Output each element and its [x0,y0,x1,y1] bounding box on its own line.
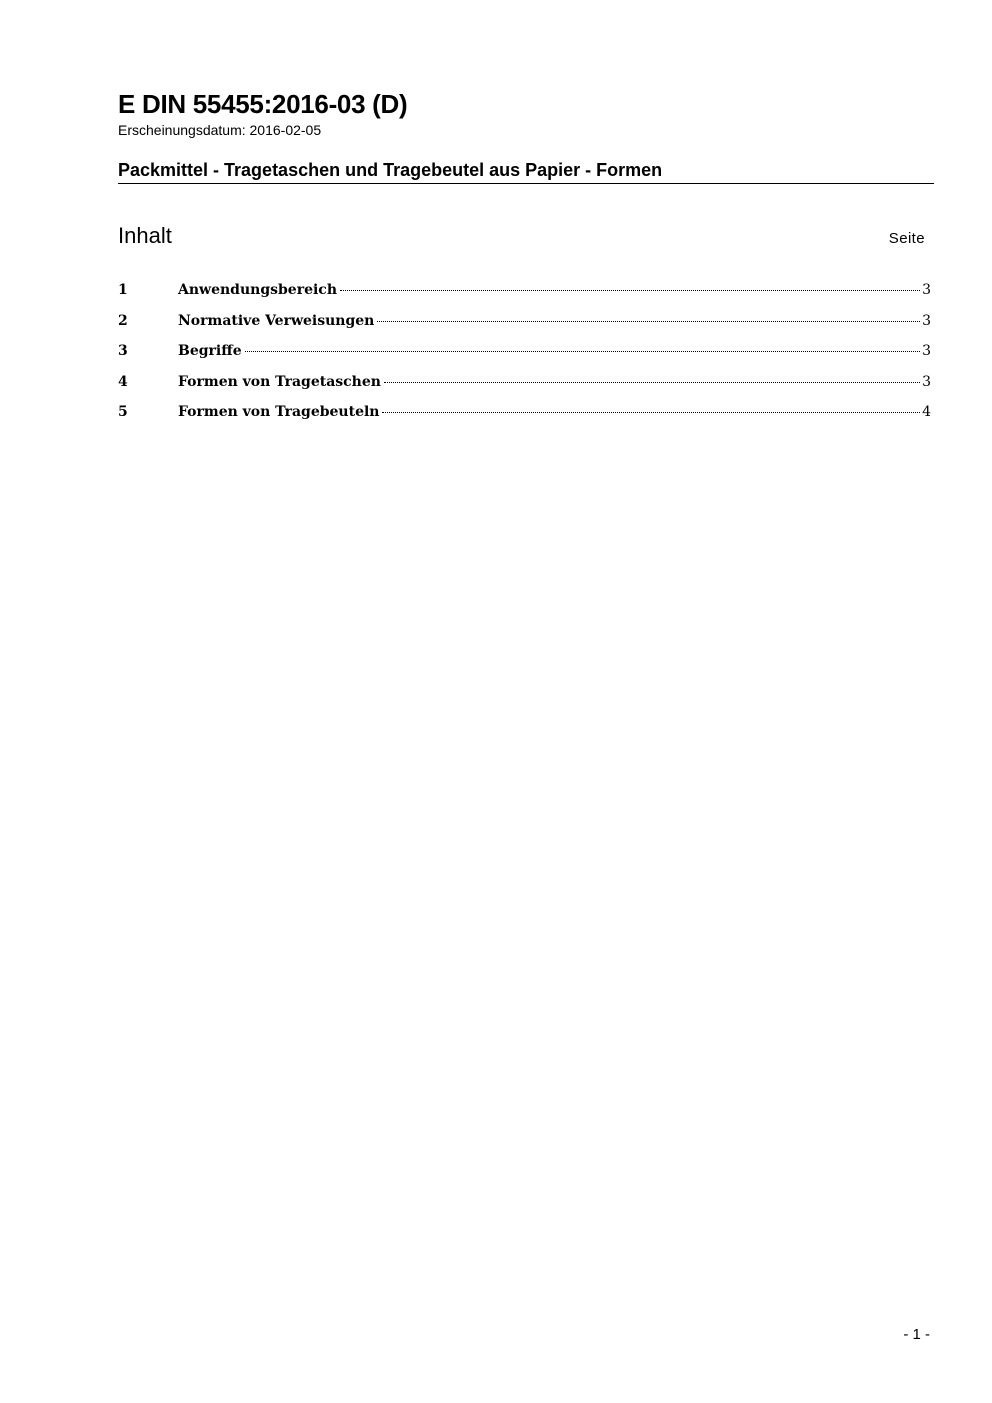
toc-entry-number: 5 [118,404,128,420]
toc-entry-page[interactable]: 3 [922,282,931,298]
toc-entry-page[interactable]: 3 [922,373,931,390]
toc-entry-page[interactable]: 3 [922,312,931,329]
toc-entry-formen-tragetaschen[interactable] [118,370,931,401]
toc-entry-title[interactable]: Formen von Tragetaschen [178,373,381,390]
toc-dot-leader [245,351,920,352]
toc-entry-number: 4 [118,373,128,390]
table-of-contents [118,278,931,431]
toc-entry-number: 1 [118,282,128,298]
toc-entry-title[interactable]: Anwendungsbereich [178,282,337,298]
toc-dot-leader [382,412,920,413]
toc-entry-number: 3 [118,343,128,359]
toc-entry-formen-tragebeuteln[interactable] [118,400,931,431]
toc-entry-page[interactable]: 4 [922,404,931,420]
toc-dot-leader [340,290,920,291]
toc-dot-leader [384,382,920,383]
toc-entry-title[interactable]: Begriffe [178,343,242,359]
document-title: E DIN 55455:2016-03 (D) [118,89,408,119]
title-divider [118,183,934,184]
toc-entry-anwendungsbereich[interactable] [118,278,931,309]
toc-entry-title[interactable]: Normative Verweisungen [178,312,375,329]
toc-dot-leader [377,321,920,322]
toc-entry-normative-verweisungen[interactable] [118,309,931,340]
publication-date: Erscheinungsdatum: 2016-02-05 [118,122,322,138]
toc-entry-title[interactable]: Formen von Tragebeuteln [178,404,380,420]
toc-heading: Inhalt [118,223,172,248]
toc-entry-begriffe[interactable] [118,339,931,370]
document-subtitle: Packmittel - Tragetaschen und Tragebeutel aus Papier - Formen [118,160,663,180]
page-number: - 1 - [903,1326,930,1343]
toc-page-column-label: Seite [888,230,925,247]
toc-entry-number: 2 [118,312,128,329]
toc-entry-page[interactable]: 3 [922,343,931,359]
